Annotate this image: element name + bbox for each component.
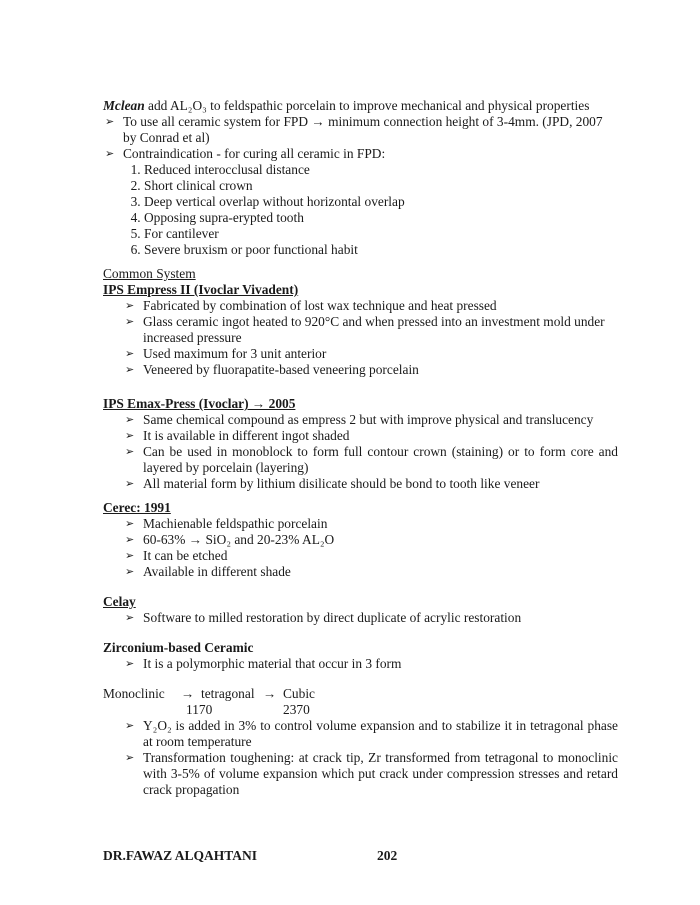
list-item: 5. For cantilever <box>144 226 618 242</box>
list-item: ➢ Fabricated by combination of lost wax technique and heat pressed <box>103 298 618 314</box>
list-item: ➢ Software to milled restoration by direct duplicate of acrylic restoration <box>103 610 618 626</box>
zirconium-heading: Zirconium-based Ceramic <box>103 640 254 655</box>
list-item: ➢ It is a polymorphic material that occur in 3 form <box>103 656 618 672</box>
page-number: 202 <box>377 848 398 863</box>
zirconium-bullets-2 <box>103 718 618 798</box>
list-item: ➢ All material form by lithium disilicate should be bond to tooth like veneer <box>103 476 618 492</box>
list-item: ➢ Can be used in monoblock to form full contour crown (staining) or to form core and layered by porcelain (layering) <box>103 444 618 476</box>
emax-heading: IPS Emax-Press (Ivoclar) → 2005 <box>103 396 296 411</box>
list-item: ➢ Y₂O₂ is added in 3% to control volume expansion and to stabilize it in tetragonal phase at room temperature <box>103 718 618 750</box>
list-item: ➢ Glass ceramic ingot heated to 920°C and when pressed into an investment mold under increased pressure <box>103 314 618 346</box>
list-item: ➢ Contraindication - for curing all ceramic in FPD: <box>103 146 618 162</box>
list-item: 2. Short clinical crown <box>144 178 618 194</box>
zirconium-bullets <box>103 656 618 672</box>
arrow-icon: → <box>181 686 195 701</box>
list-item: 1. Reduced interocclusal distance <box>144 162 618 178</box>
list-item: ➢ 60-63% → SiO₂ and 20-23% AL₂O <box>103 532 618 548</box>
empress-bullets <box>103 298 618 378</box>
list-item: 4. Opposing supra-erypted tooth <box>144 210 618 226</box>
emax-bullets <box>103 412 618 492</box>
list-item: ➢ Veneered by fluorapatite-based veneering porcelain <box>103 362 618 378</box>
mclean-text: add AL₂O₃ to feldspathic porcelain to improve mechanical and physical properties <box>144 98 590 113</box>
empress-heading: IPS Empress II (Ivoclar Vivadent) <box>103 282 299 297</box>
footer-author: DR.FAWAZ ALQAHTANI <box>103 848 258 863</box>
cerec-heading: Cerec: 1991 <box>103 500 171 515</box>
temp-2370: 2370 <box>283 702 310 717</box>
page-content <box>103 98 618 798</box>
list-item: ➢ It is available in different ingot shaded <box>103 428 618 444</box>
list-item: 6. Severe bruxism or poor functional habit <box>144 242 618 258</box>
list-item: ➢ Same chemical compound as empress 2 but with improve physical and translucency <box>103 412 618 428</box>
celay-bullets <box>103 610 618 626</box>
list-item: ➢ Transformation toughening: at crack tip, Zr transformed from tetragonal to monoclinic with 3-5% of volume expansion which put crack under compression stresses and retard crack propagation <box>103 750 618 798</box>
arrow-icon: → <box>263 686 277 701</box>
temp-1170: 1170 <box>186 702 213 717</box>
common-system-label: Common System <box>103 266 196 281</box>
phase-cubic: Cubic <box>283 686 315 701</box>
contraindication-list <box>103 162 618 258</box>
phase-transition-row <box>103 686 618 702</box>
list-item: ➢ It can be etched <box>103 548 618 564</box>
cerec-bullets <box>103 516 618 580</box>
list-item: 3. Deep vertical overlap without horizontal overlap <box>144 194 618 210</box>
list-item: ➢ Available in different shade <box>103 564 618 580</box>
list-item: ➢ Machienable feldspathic porcelain <box>103 516 618 532</box>
phase-monoclinic: Monoclinic <box>103 686 165 701</box>
intro-bullets <box>103 114 618 162</box>
list-item: ➢ To use all ceramic system for FPD → minimum connection height of 3-4mm. (JPD, 2007 by Conrad et al) <box>103 114 618 146</box>
phase-temperatures <box>103 702 618 718</box>
mclean-name: Mclean <box>103 98 145 113</box>
mclean-paragraph <box>103 98 618 114</box>
page-footer <box>103 848 503 864</box>
celay-heading: Celay <box>103 594 136 609</box>
list-item: ➢ Used maximum for 3 unit anterior <box>103 346 618 362</box>
phase-tetragonal: tetragonal <box>201 686 255 701</box>
